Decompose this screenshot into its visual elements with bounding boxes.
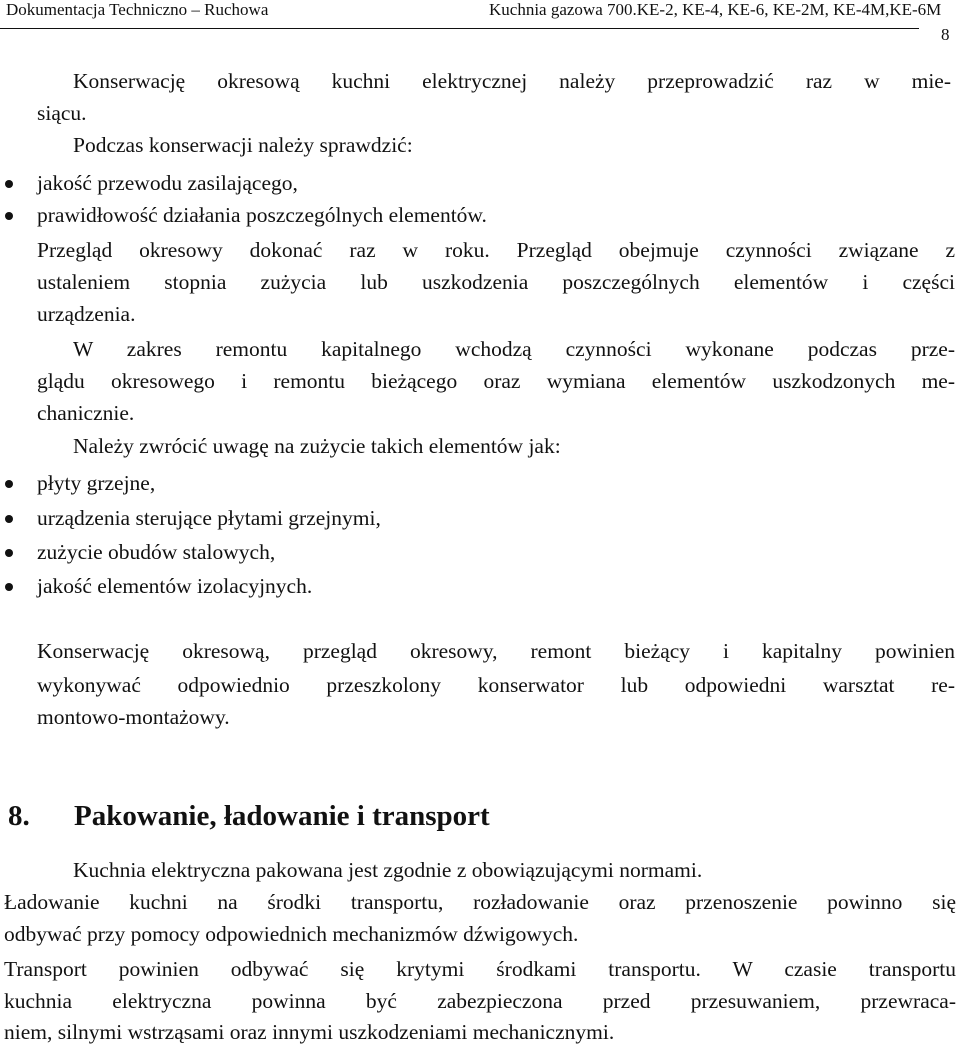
bullet-dot xyxy=(5,480,13,488)
paragraph-line: Przegląd okresowy dokonać raz w roku. Przegląd obejmuje czynności związane z xyxy=(37,238,955,262)
page-number: 8 xyxy=(941,25,950,44)
paragraph-line: glądu okresowego i remontu bieżącego oraz wymiana elementów uszkodzonych me- xyxy=(37,369,955,393)
header-rule xyxy=(0,28,919,29)
list-item: jakość elementów izolacyjnych. xyxy=(37,574,313,598)
paragraph-line: Konserwację okresową, przegląd okresowy, remont bieżący i kapitalny powinien xyxy=(37,639,955,663)
paragraph-line: Należy zwrócić uwagę na zużycie takich elementów jak: xyxy=(73,434,561,458)
section-title: Pakowanie, ładowanie i transport xyxy=(74,800,490,832)
paragraph-line: siącu. xyxy=(37,101,87,125)
paragraph-line: odbywać przy pomocy odpowiednich mechanizmów dźwigowych. xyxy=(4,922,579,946)
paragraph-line: niem, silnymi wstrząsami oraz innymi uszkodzeniami mechanicznymi. xyxy=(4,1020,615,1044)
section-number: 8. xyxy=(8,800,30,832)
page-header xyxy=(0,0,960,22)
paragraph-line: ustaleniem stopnia zużycia lub uszkodzenia poszczególnych elementów i części xyxy=(37,270,955,294)
bullet-dot xyxy=(5,549,13,557)
paragraph-line: Konserwację okresową kuchni elektrycznej należy przeprowadzić raz w mie- xyxy=(73,69,951,93)
bullet-dot xyxy=(5,180,13,188)
bullet-dot xyxy=(5,212,13,220)
list-item: zużycie obudów stalowych, xyxy=(37,540,276,564)
paragraph-line: montowo-montażowy. xyxy=(37,705,230,729)
bullet-dot xyxy=(5,515,13,523)
paragraph-line: Ładowanie kuchni na środki transportu, rozładowanie oraz przenoszenie powinno się xyxy=(4,890,956,914)
section-heading xyxy=(8,798,490,834)
list-item: prawidłowość działania poszczególnych elementów. xyxy=(37,203,487,227)
paragraph-line: Kuchnia elektryczna pakowana jest zgodnie z obowiązującymi normami. xyxy=(73,858,703,882)
list-item: jakość przewodu zasilającego, xyxy=(37,171,298,195)
list-item: urządzenia sterujące płytami grzejnymi, xyxy=(37,506,381,530)
header-product-title: Kuchnia gazowa 700.KE-2, KE-4, KE-6, KE-2M, KE-4M,KE-6M xyxy=(489,0,942,19)
paragraph-line: urządzenia. xyxy=(37,302,136,326)
bullet-dot xyxy=(5,583,13,591)
list-item: płyty grzejne, xyxy=(37,471,156,495)
paragraph-line: wykonywać odpowiednio przeszkolony konserwator lub odpowiedni warsztat re- xyxy=(37,673,955,697)
paragraph-line: chanicznie. xyxy=(37,401,135,425)
header-document-title: Dokumentacja Techniczno – Ruchowa xyxy=(6,0,269,19)
paragraph-line: Transport powinien odbywać się krytymi środkami transportu. W czasie transportu xyxy=(4,957,956,981)
paragraph-line: kuchnia elektryczna powinna być zabezpieczona przed przesuwaniem, przewraca- xyxy=(4,989,956,1013)
paragraph-line: W zakres remontu kapitalnego wchodzą czynności wykonane podczas prze- xyxy=(73,337,955,361)
paragraph-line: Podczas konserwacji należy sprawdzić: xyxy=(73,133,413,157)
